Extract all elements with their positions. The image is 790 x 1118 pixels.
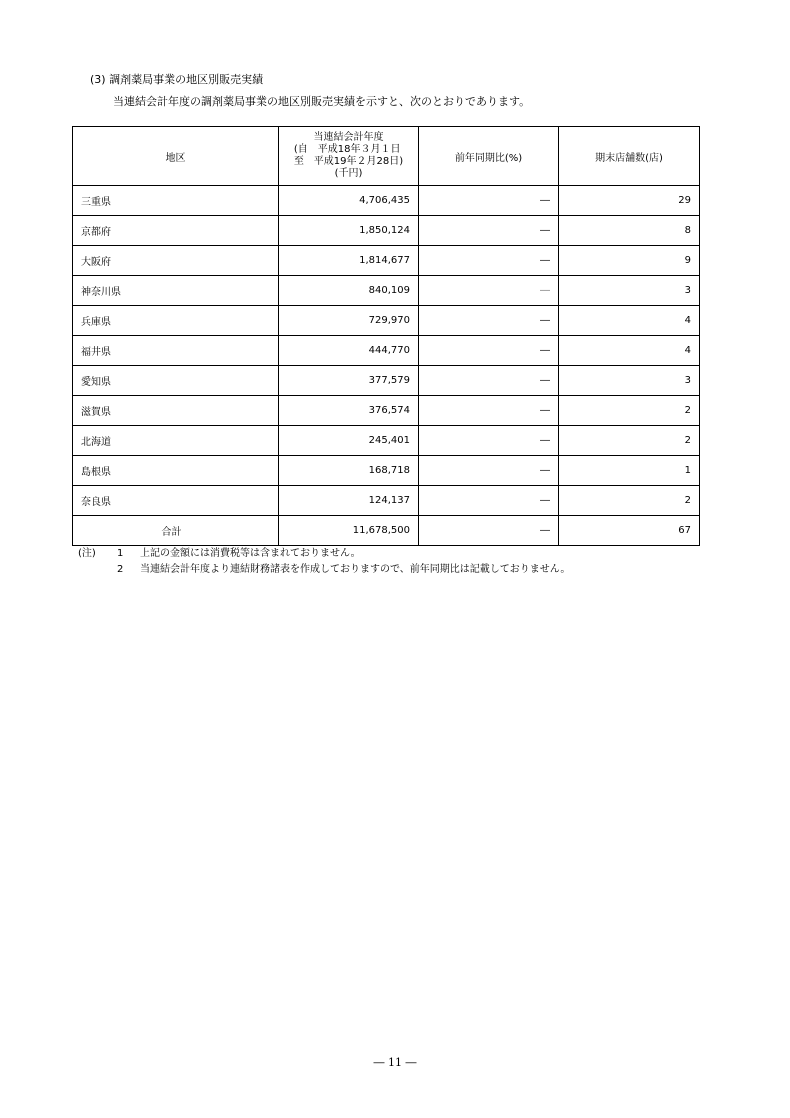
- yoy-cell: ―: [419, 186, 559, 216]
- header-region: 地区: [73, 127, 279, 186]
- yoy-cell: ―: [419, 216, 559, 246]
- stores-cell: 8: [559, 216, 700, 246]
- stores-cell: 29: [559, 186, 700, 216]
- total-label: 合計: [73, 516, 279, 546]
- region-cell: 滋賀県: [73, 396, 279, 426]
- table-row: [73, 426, 700, 456]
- sales-cell: 444,770: [279, 336, 419, 366]
- regional-sales-table: [72, 126, 700, 546]
- sales-cell: 1,814,677: [279, 246, 419, 276]
- yoy-cell: ―: [419, 306, 559, 336]
- header-yoy: 前年同期比(%): [419, 127, 559, 186]
- header-stores: 期末店舗数(店): [559, 127, 700, 186]
- sales-cell: 377,579: [279, 366, 419, 396]
- notes: [78, 546, 570, 578]
- table-row: [73, 276, 700, 306]
- note-text: 上記の金額には消費税等は含まれておりません。: [140, 548, 361, 559]
- total-yoy: ―: [419, 516, 559, 546]
- note-index: 2: [117, 564, 124, 575]
- table-header-row: [73, 127, 700, 186]
- yoy-cell: ―: [419, 426, 559, 456]
- region-cell: 奈良県: [73, 486, 279, 516]
- note-item: [78, 546, 570, 562]
- region-cell: 島根県: [73, 456, 279, 486]
- total-stores: 67: [559, 516, 700, 546]
- yoy-cell: ―: [419, 486, 559, 516]
- region-cell: 福井県: [73, 336, 279, 366]
- stores-cell: 2: [559, 396, 700, 426]
- stores-cell: 4: [559, 336, 700, 366]
- table-row: [73, 366, 700, 396]
- stores-cell: 2: [559, 426, 700, 456]
- region-cell: 大阪府: [73, 246, 279, 276]
- header-sales: [279, 127, 419, 186]
- table-row: [73, 396, 700, 426]
- total-sales: 11,678,500: [279, 516, 419, 546]
- sales-period: [294, 132, 403, 180]
- yoy-cell: ―: [419, 336, 559, 366]
- sales-cell: 376,574: [279, 396, 419, 426]
- region-cell: 兵庫県: [73, 306, 279, 336]
- region-cell: 愛知県: [73, 366, 279, 396]
- sales-title: 当連結会計年度: [313, 132, 384, 143]
- yoy-cell: ―: [419, 366, 559, 396]
- section-heading: (3) 調剤薬局事業の地区別販売実績: [90, 73, 264, 86]
- stores-cell: 9: [559, 246, 700, 276]
- table-row: [73, 456, 700, 486]
- sales-cell: 729,970: [279, 306, 419, 336]
- sales-cell: 1,850,124: [279, 216, 419, 246]
- table-row: [73, 246, 700, 276]
- sales-cell: 124,137: [279, 486, 419, 516]
- region-cell: 北海道: [73, 426, 279, 456]
- total-row: [73, 516, 700, 546]
- stores-cell: 2: [559, 486, 700, 516]
- stores-cell: 1: [559, 456, 700, 486]
- sales-cell: 168,718: [279, 456, 419, 486]
- stores-cell: 4: [559, 306, 700, 336]
- stores-cell: 3: [559, 276, 700, 306]
- yoy-cell: ―: [419, 276, 559, 306]
- intro-text: 当連結会計年度の調剤薬局事業の地区別販売実績を示すと、次のとおりであります。: [113, 95, 531, 108]
- page-number: ― 11 ―: [373, 1056, 417, 1069]
- sales-unit: (千円): [334, 168, 363, 179]
- region-cell: 神奈川県: [73, 276, 279, 306]
- sales-from: (自 平成18年３月１日: [293, 144, 401, 155]
- note-index: 1: [117, 548, 124, 559]
- region-cell: 三重県: [73, 186, 279, 216]
- table-row: [73, 336, 700, 366]
- sales-cell: 4,706,435: [279, 186, 419, 216]
- table-row: [73, 486, 700, 516]
- region-cell: 京都府: [73, 216, 279, 246]
- sales-to: 至 平成19年２月28日): [293, 156, 404, 167]
- yoy-cell: ―: [419, 246, 559, 276]
- stores-cell: 3: [559, 366, 700, 396]
- note-text: 当連結会計年度より連結財務諸表を作成しておりますので、前年同期比は記載しておりません。: [140, 564, 571, 575]
- table-row: [73, 186, 700, 216]
- table-row: [73, 306, 700, 336]
- notes-prefix: (注): [78, 548, 96, 559]
- note-item: [78, 562, 570, 578]
- sales-cell: 840,109: [279, 276, 419, 306]
- sales-cell: 245,401: [279, 426, 419, 456]
- yoy-cell: ―: [419, 456, 559, 486]
- yoy-cell: ―: [419, 396, 559, 426]
- table-row: [73, 216, 700, 246]
